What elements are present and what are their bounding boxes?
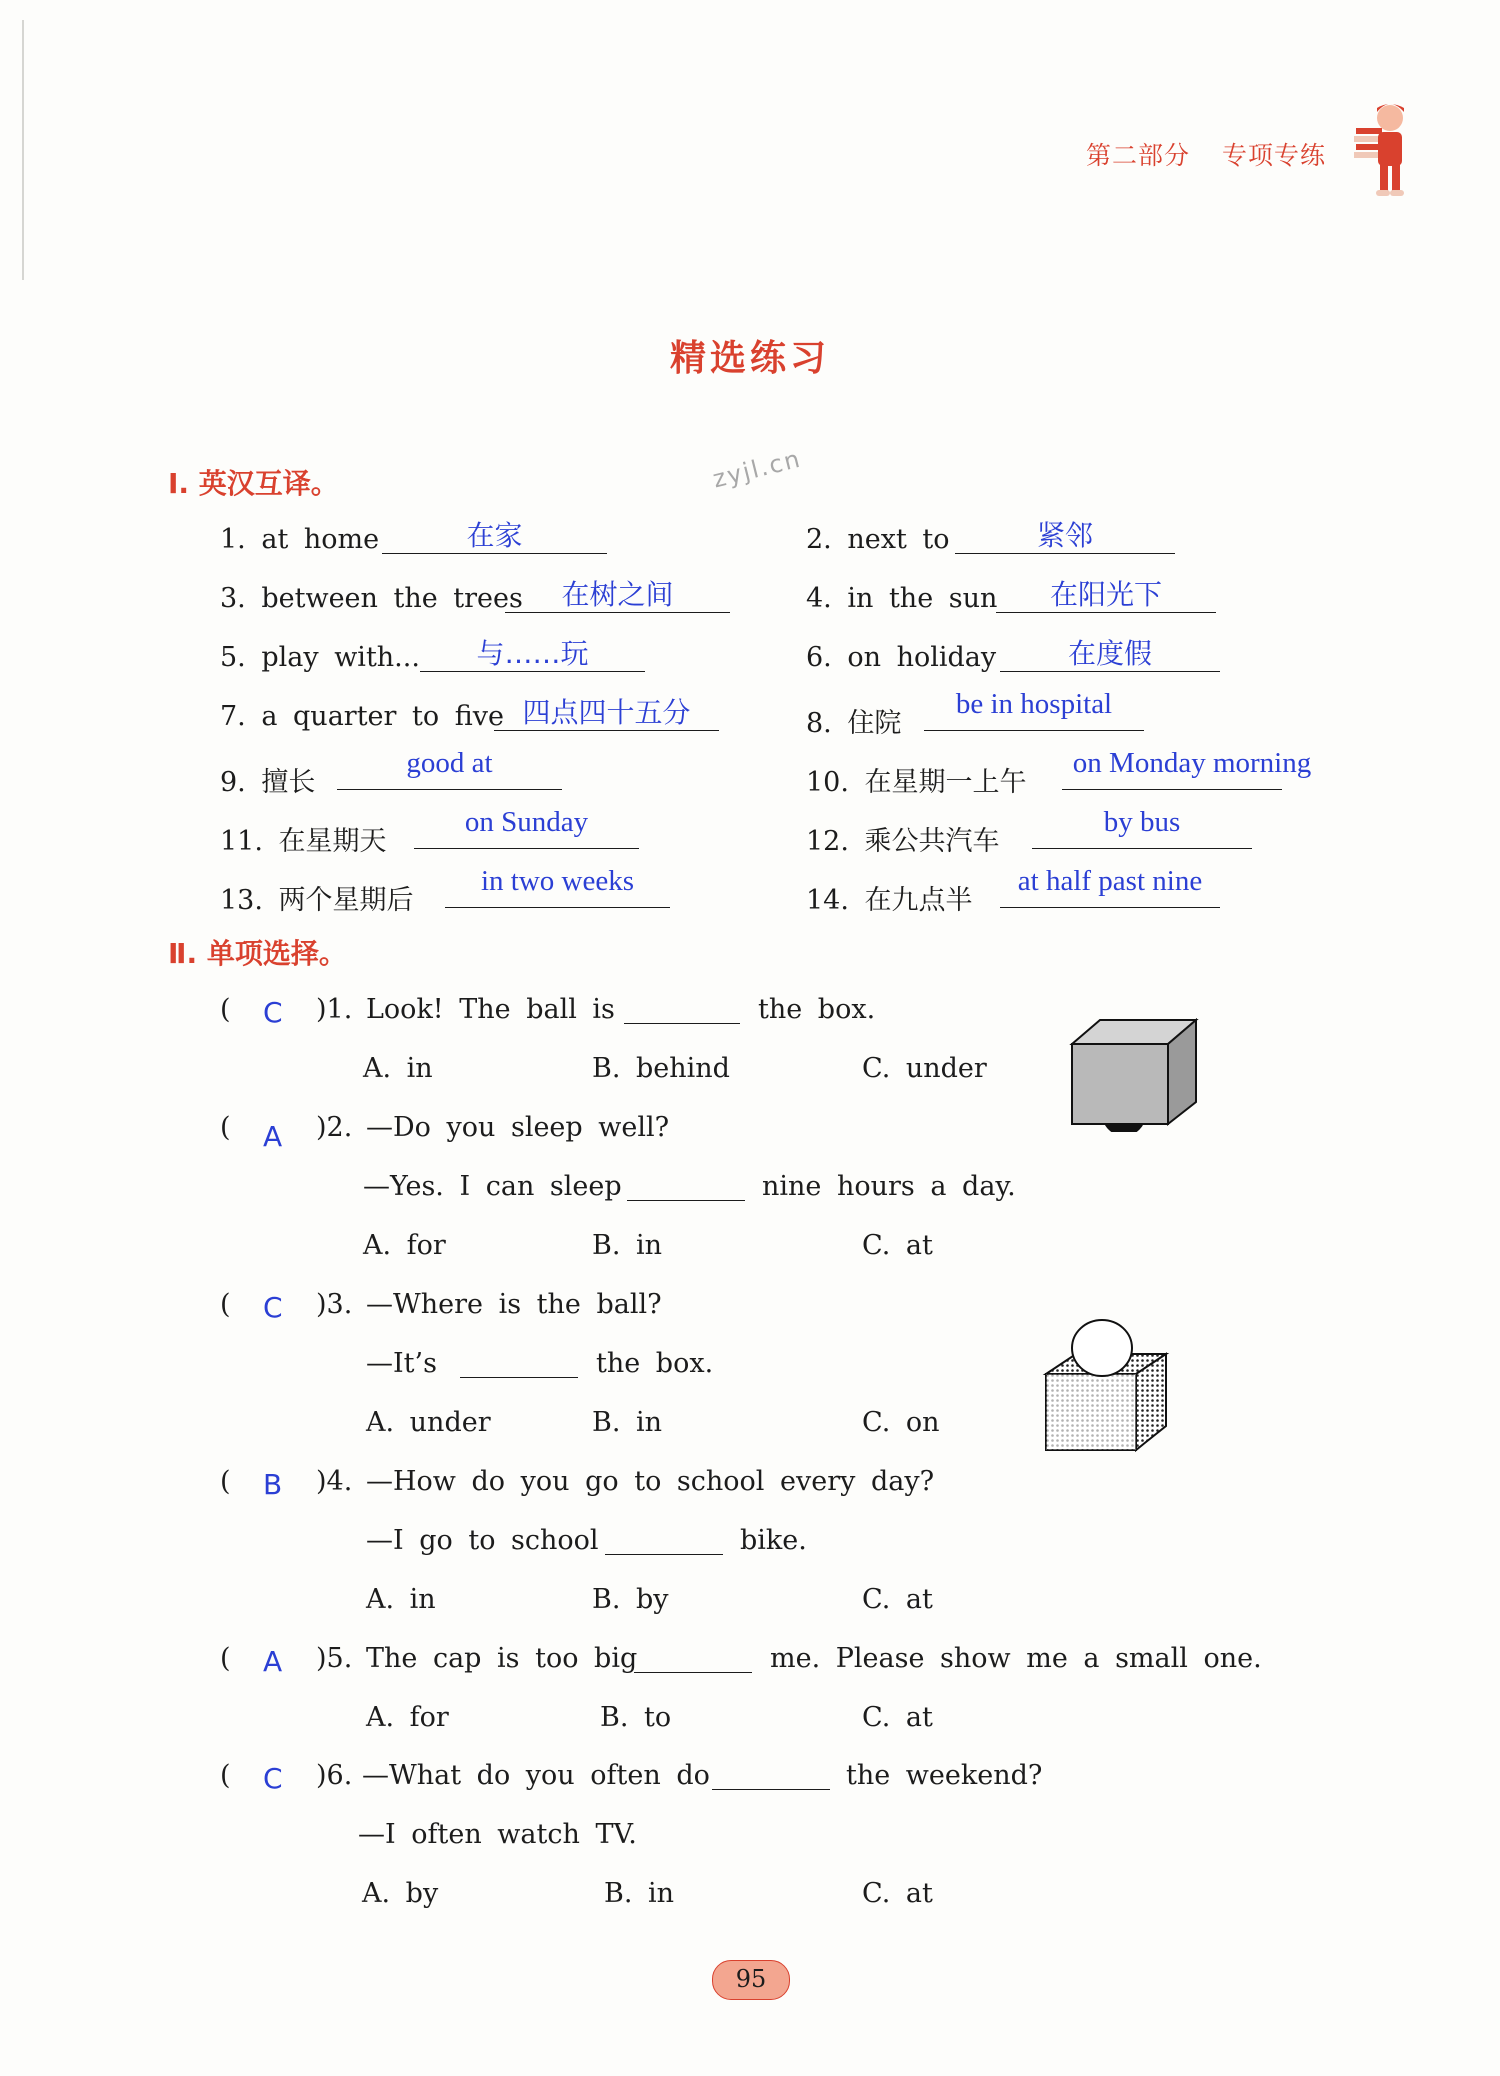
answer-line (1062, 789, 1282, 790)
vocab-answer-10: on Monday morning (1072, 747, 1312, 779)
question-4-line2-b: bike. (740, 1525, 807, 1556)
question-2-line2-a: —Yes. I can sleep (363, 1171, 622, 1202)
vocab-answer-6: 在度假 (1067, 637, 1152, 670)
answer-line (624, 1023, 740, 1024)
option-5c: C. at (862, 1702, 933, 1733)
question-5-stem-a: The cap is too big (366, 1643, 638, 1674)
vocab-answer-4: 在阳光下 (1049, 578, 1162, 611)
question-number-2: )2. (316, 1112, 353, 1143)
question-4-stem: —How do you go to school every day? (366, 1466, 935, 1497)
vocab-question-13: 13. 两个星期后 (220, 885, 414, 916)
vocab-question-3: 3. between the trees (220, 583, 523, 614)
question-6-line2: —I often watch TV. (358, 1819, 637, 1850)
vocab-question-10: 10. 在星期一上午 (806, 767, 1027, 798)
question-number-4: )4. (316, 1466, 353, 1497)
paren-open: ( (220, 1643, 231, 1674)
answer-line (460, 1377, 578, 1378)
question-4-line2-a: —I go to school (366, 1525, 599, 1556)
vocab-answer-14: at half past nine (1017, 865, 1203, 897)
paren-open: ( (220, 1289, 231, 1320)
answer-line (337, 789, 562, 790)
section-1-heading: Ⅰ. 英汉互译。 (168, 467, 339, 500)
vocab-question-9: 9. 擅长 (220, 767, 316, 798)
answer-line (924, 730, 1144, 731)
vocab-answer-11: on Sunday (464, 806, 589, 838)
vocab-question-11: 11. 在星期天 (220, 826, 387, 857)
vocab-answer-13: in two weeks (480, 865, 635, 897)
option-5b: B. to (600, 1702, 672, 1733)
option-5a: A. for (366, 1702, 449, 1733)
answer-line (605, 1554, 723, 1555)
question-3-stem: —Where is the ball? (366, 1289, 662, 1320)
answer-line (712, 1789, 830, 1790)
vocab-answer-3: 在树之间 (561, 578, 674, 611)
answer-line (1000, 907, 1220, 908)
option-4b: B. by (592, 1584, 669, 1615)
question-5-stem-b: me. Please show me a small one. (770, 1643, 1262, 1674)
question-6-stem-b: the weekend? (846, 1760, 1043, 1791)
paren-open: ( (220, 1466, 231, 1497)
question-3-line2-b: the box. (596, 1348, 714, 1379)
choice-answer-6: C (263, 1762, 283, 1795)
vocab-question-12: 12. 乘公共汽车 (806, 826, 1000, 857)
page-edge-rule (22, 20, 24, 280)
option-3b: B. in (592, 1407, 663, 1438)
header-topic-label: 专项专练 (1222, 141, 1327, 170)
vocab-answer-5: 与……玩 (476, 637, 589, 670)
option-3c: C. on (862, 1407, 940, 1438)
option-4a: A. in (366, 1584, 436, 1615)
page-title: 精选练习 (669, 338, 830, 379)
option-1c: C. under (862, 1053, 987, 1084)
vocab-question-5: 5. play with... (220, 642, 420, 673)
option-1b: B. behind (592, 1053, 730, 1084)
watermark: zyjl.cn (709, 444, 805, 494)
option-2a: A. for (363, 1230, 446, 1261)
question-1-stem-a: Look! The ball is (366, 994, 615, 1025)
question-2-line2-b: nine hours a day. (762, 1171, 1016, 1202)
option-1a: A. in (363, 1053, 433, 1084)
vocab-answer-1: 在家 (466, 519, 523, 552)
ball-on-box-picture (1040, 1318, 1172, 1458)
vocab-answer-9: good at (406, 747, 493, 779)
vocab-answer-7: 四点四十五分 (522, 696, 691, 729)
option-2b: B. in (592, 1230, 663, 1261)
question-6-stem-a: —What do you often do (362, 1760, 710, 1791)
option-2c: C. at (862, 1230, 933, 1261)
section-2-heading: Ⅱ. 单项选择。 (168, 937, 347, 970)
option-3a: A. under (366, 1407, 491, 1438)
vocab-question-1: 1. at home (220, 524, 380, 555)
choice-answer-1: C (263, 996, 283, 1029)
question-3-line2-a: —It’s (366, 1348, 437, 1379)
vocab-question-2: 2. next to (806, 524, 950, 555)
answer-line (445, 907, 670, 908)
option-6c: C. at (862, 1878, 933, 1909)
choice-answer-3: C (263, 1291, 283, 1324)
choice-answer-5: A (263, 1645, 283, 1678)
paren-open: ( (220, 994, 231, 1025)
answer-line (634, 1672, 752, 1673)
vocab-question-7: 7. a quarter to five (220, 701, 504, 732)
question-number-5: )5. (316, 1643, 353, 1674)
answer-line (1032, 848, 1252, 849)
question-number-1: )1. (316, 994, 353, 1025)
option-6b: B. in (604, 1878, 675, 1909)
answer-line (414, 848, 639, 849)
vocab-answer-8: be in hospital (955, 688, 1113, 720)
vocab-answer-12: by bus (1103, 806, 1181, 838)
paren-open: ( (220, 1112, 231, 1143)
question-number-3: )3. (316, 1289, 353, 1320)
page-number: 95 (735, 1965, 767, 1993)
vocab-question-14: 14. 在九点半 (806, 885, 973, 916)
vocab-answer-2: 紧邻 (1036, 519, 1093, 552)
vocab-question-4: 4. in the sun (806, 583, 998, 614)
question-2-stem: —Do you sleep well? (366, 1112, 670, 1143)
answer-line (627, 1200, 745, 1201)
ball-under-box-picture (1066, 1012, 1202, 1132)
paren-open: ( (220, 1760, 231, 1791)
vocab-question-6: 6. on holiday (806, 642, 997, 673)
question-number-6: )6. (316, 1760, 353, 1791)
vocab-question-8: 8. 住院 (806, 708, 902, 739)
student-mascot-icon (1350, 98, 1410, 202)
choice-answer-2: A (263, 1120, 283, 1153)
option-6a: A. by (362, 1878, 439, 1909)
option-4c: C. at (862, 1584, 933, 1615)
header-part-label: 第二部分 (1086, 141, 1191, 170)
choice-answer-4: B (263, 1468, 283, 1501)
question-1-stem-b: the box. (758, 994, 876, 1025)
